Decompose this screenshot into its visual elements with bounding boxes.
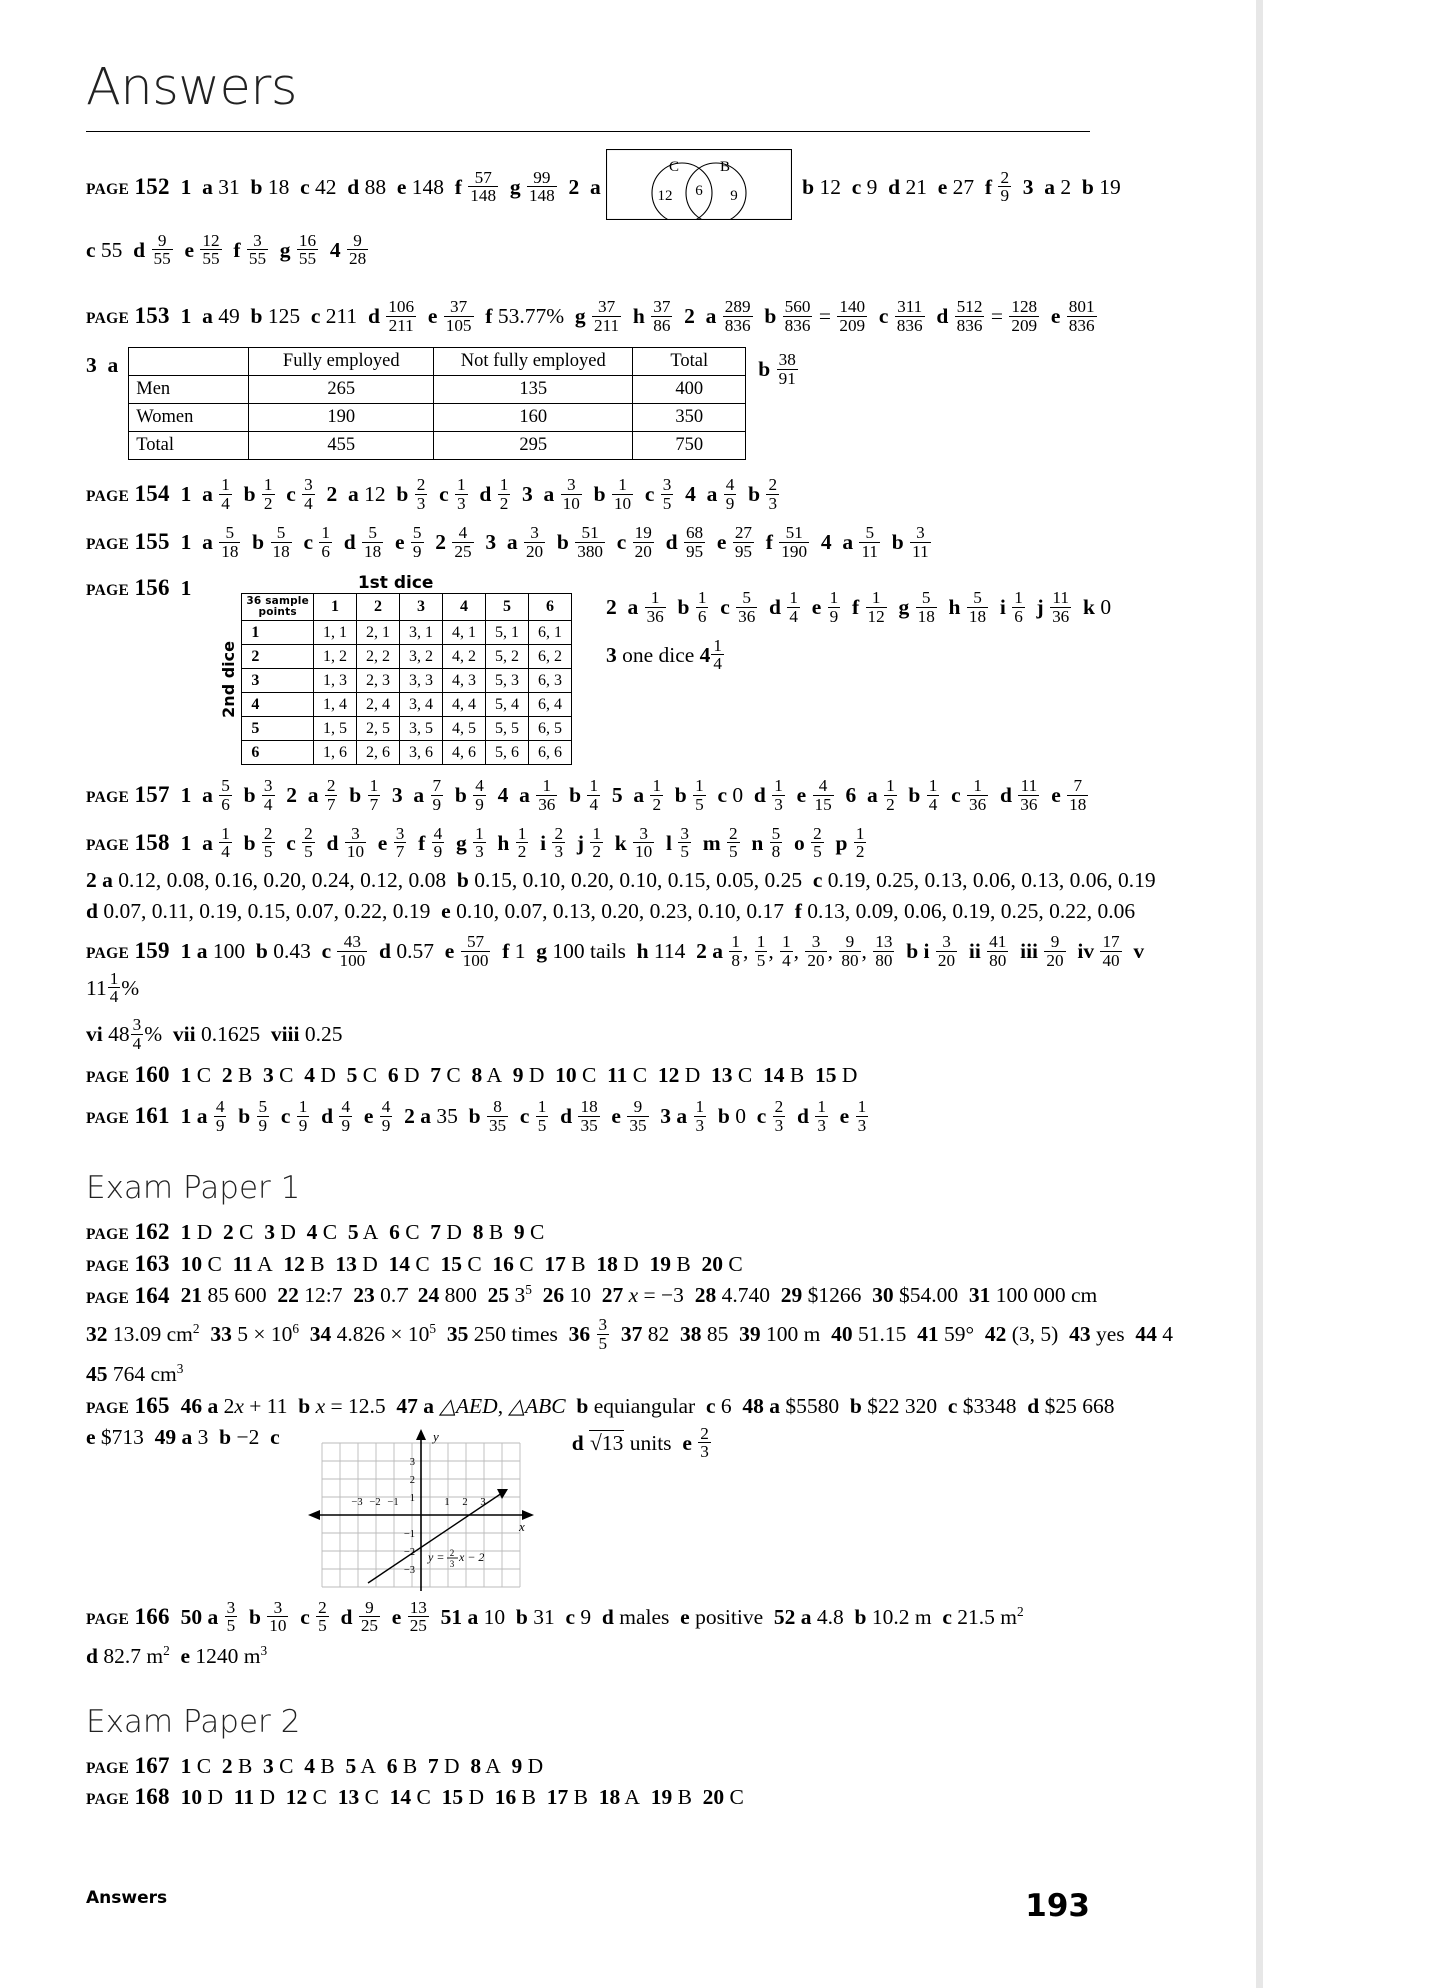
dice-corner-label: 36 sample points (242, 594, 314, 621)
answer-line-159b: vi 48 $\frac{3}{4}$ % vii 0.1625 viii 0.25 (86, 1015, 343, 1053)
dice-cell: 5, 5 (485, 717, 528, 741)
cell-value: 400 (633, 376, 746, 404)
cell-value: 750 (633, 432, 746, 460)
page-label-166: PAGE 166 (86, 1603, 170, 1629)
x-tick-3: 3 (480, 1496, 486, 1508)
page-label-154: PAGE 154 (86, 481, 170, 507)
dice-cell: 5, 1 (485, 621, 528, 645)
dice-cell: 3, 3 (399, 669, 442, 693)
answer-block-158: PAGE 158 1 a $\frac{1}{4}$ b $\frac{2}{5}$ c $\frac{2}{5}$ d $\frac{3}{10}$ e $\frac{3}{7}$ f $\frac{4}{9}$ g $\frac{1}{3}$ h $\frac{1}{2}$ i $\frac{2}{3}$ j $\frac{1}{2}$ k $\frac{3}{10}$ l $\frac{3}{5}$ m $\frac{2}{5}$ n $\frac{5}{8}$ o $\frac{2}{5}$ p $\frac{1}{2}$ (86, 823, 865, 862)
dice-row-head: 3 (242, 669, 314, 693)
page-label-168: PAGE 168 (86, 1784, 170, 1810)
answer-block-165: PAGE 165 46 a 2x + 11 b x = 12.5 47 a △AED, △ABC b equiangular c 6 48 a $5580 b $22 320 c $3348 d $25 668 (86, 1393, 1115, 1419)
employment-table-row: 3 a Fully employed Not fully employed Total Men 265 135 400 Women 190 160 350 Total 455 295 750 b $\frac{38}{91}$ (86, 347, 1176, 460)
page-content (86, 0, 1176, 1809)
dice-row-head: 5 (242, 717, 314, 741)
dice-cell: 4, 4 (442, 693, 485, 717)
dice-cell: 6, 3 (528, 669, 571, 693)
x-tick-2: 2 (462, 1496, 468, 1508)
svg-text:x − 2: x − 2 (458, 1549, 485, 1564)
dice-cell: 5, 2 (485, 645, 528, 669)
dice-cell: 3, 4 (399, 693, 442, 717)
svg-text:y =: y = (427, 1549, 445, 1564)
dice-cell: 4, 1 (442, 621, 485, 645)
dice-col-head: 2 (356, 594, 399, 621)
answer-line-164b: 32 13.09 $cm^2$ 33 $5 \times 10^6$ 34 $4.826 \times 10^5$ 35 250 times 36 $\frac{3}{5}$ 37 82 38 85 39 100 m 40 51.15 41 59° 42 (3, 5) 43 yes 44 4 (86, 1315, 1173, 1353)
page-label-159: PAGE 159 (86, 938, 170, 964)
answer-line-152b: c 55 d $\frac{9}{55}$ e $\frac{12}{55}$ f $\frac{3}{55}$ g $\frac{16}{55}$ 4 $\frac{9}{28}$ (86, 230, 367, 269)
graph-row: e $713 49 a 3 b −2 c y x −3 −2 −1 1 2 3 3 2 1 −1 −2 −3 y = 2 3 x − 2 d √13 units e $\frac{2}{3}$ (86, 1425, 1176, 1593)
cell-value: 350 (633, 404, 746, 432)
dice-cell: 4, 3 (442, 669, 485, 693)
svg-text:2: 2 (449, 1547, 454, 1558)
svg-text:3: 3 (449, 1558, 454, 1569)
answer-block-163: PAGE 163 10 C 11 A 12 B 13 D 14 C 15 C 16 C 17 B 18 D 19 B 20 C (86, 1250, 743, 1276)
answer-block-167: PAGE 167 1 C 2 B 3 C 4 B 5 A 6 B 7 D 8 A 9 D (86, 1752, 544, 1778)
dice-row-head: 6 (242, 741, 314, 765)
y-tick-3: 3 (409, 1456, 415, 1468)
page-label-158: PAGE 158 (86, 829, 170, 855)
page-label-157: PAGE 157 (86, 782, 170, 808)
dice-cell: 4, 2 (442, 645, 485, 669)
answer-block-166: PAGE 166 50 a $\frac{3}{5}$ b $\frac{3}{10}$ c $\frac{2}{5}$ d $\frac{9}{25}$ e $\frac{13}{25}$ 51 a 10 b 31 c 9 d males e positive 52 a 4.8 b 10.2 m c 21.5 $m^2$ (86, 1597, 1024, 1636)
venn-label-left: C (669, 159, 680, 175)
page-label-155: PAGE 155 (86, 528, 170, 554)
dice-row (242, 669, 572, 693)
page-label-153: PAGE 153 (86, 302, 170, 328)
dice-cell: 6, 4 (528, 693, 571, 717)
cell-row-label: Total (129, 432, 249, 460)
dice-col-head: 1 (313, 594, 356, 621)
dice-cell: 1, 5 (313, 717, 356, 741)
dice-cell: 3, 2 (399, 645, 442, 669)
venn-label-right: B (720, 159, 731, 175)
page-label-156: PAGE 156 (86, 575, 170, 601)
dice-top-label: 1st dice (357, 573, 434, 594)
footer-page-number: 193 (1025, 1888, 1090, 1924)
table-row (129, 376, 746, 404)
answer-block-162: PAGE 162 1 D 2 C 3 D 4 C 5 A 6 C 7 D 8 B 9 C (86, 1219, 545, 1245)
dice-cell: 2, 5 (356, 717, 399, 741)
answer-line-156a: 2 a $\frac{1}{36}$ b $\frac{1}{6}$ c $\frac{5}{36}$ d $\frac{1}{4}$ e $\frac{1}{9}$ f $\frac{1}{12}$ g $\frac{5}{18}$ h $\frac{5}{18}$ i $\frac{1}{6}$ j $\frac{11}{36}$ k 0 (605, 588, 1112, 626)
dice-cell: 2, 6 (356, 741, 399, 765)
th-not-fully-employed: Not fully employed (434, 348, 633, 376)
y-tick--3: −3 (403, 1564, 415, 1576)
cell-row-label: Men (129, 376, 249, 404)
venn-left-only: 12 (657, 188, 673, 204)
dice-col-head: 6 (528, 594, 571, 621)
answer-block-156: PAGE 156 1 1st dice 2nd dice 36 sample points 1 2 3 4 5 6 1 1, 1 2, 1 3, 1 4, 1 5, 1 6, 1 2 1, 2 2, 2 3, 2 4, 2 5, 2 6, 2 3 1, 3 2, 3 3, 3 4, 3 5, 3 6, 3 4 1, 4 2, 4 3, 4 4, 4 5, 4 6, 4 5 1, 5 2, 5 3, 5 4, 5 5, 5 6, 5 6 1, 6 2, 6 3, 6 4, 6 5, 6 6, 6 2 a $\frac{1}{36}$ b $\frac{1}{6}$ c $\frac{5}{36}$ d $\frac{1}{4}$ e $\frac{1}{9}$ f $\frac{1}{12}$ g $\frac{5}{18}$ h $\frac{5}{18}$ i $\frac{1}{6}$ j $\frac{11}{36}$ k 0 3 one dice 4 $\frac{1}{4}$ (86, 573, 1176, 765)
cell-row-label: Women (129, 404, 249, 432)
dice-side-label: 2nd dice (219, 640, 239, 718)
dice-cell: 4, 6 (442, 741, 485, 765)
answer-block-155: PAGE 155 1 a $\frac{5}{18}$ b $\frac{5}{18}$ c $\frac{1}{6}$ d $\frac{5}{18}$ e $\frac{5}{9}$ 2 $\frac{4}{25}$ 3 a $\frac{3}{20}$ b $\frac{51}{380}$ c $\frac{19}{20}$ d $\frac{68}{95}$ e $\frac{27}{95}$ f $\frac{51}{190}$ 4 a $\frac{5}{11}$ b $\frac{3}{11}$ (86, 522, 929, 561)
answer-block-160: PAGE 160 1 C 2 B 3 C 4 D 5 C 6 D 7 C 8 A 9 D 10 C 11 C 12 D 13 C 14 B 15 D (86, 1062, 858, 1088)
dice-cell: 2, 1 (356, 621, 399, 645)
dice-cell: 1, 1 (313, 621, 356, 645)
cell-value: 190 (249, 404, 434, 432)
dice-col-head: 5 (485, 594, 528, 621)
footer-section-label: Answers (86, 1888, 168, 1908)
dice-cell: 2, 2 (356, 645, 399, 669)
cell-value: 135 (434, 376, 633, 404)
dice-row-head: 1 (242, 621, 314, 645)
page-label-152: PAGE 152 (86, 173, 170, 199)
page-label-164: PAGE 164 (86, 1282, 170, 1308)
dice-row (242, 717, 572, 741)
y-tick-2: 2 (409, 1474, 415, 1486)
y-tick-1: 1 (409, 1492, 415, 1504)
x-tick--3: −3 (351, 1496, 363, 1508)
dice-cell: 1, 6 (313, 741, 356, 765)
answer-block-152: PAGE 152 1 a 31 b 18 c 42 d 88 e 148 f $\frac{57}{148}$ g $\frac{99}{148}$ 2 a C B 12 6 9 b 12 c 9 d 21 e 27 f $\frac{2}{9}$ 3 a 2 b 19 c 55 d $\frac{9}{55}$ e $\frac{12}{55}$ f $\frac{3}{55}$ g $\frac{16}{55}$ 4 $\frac{9}{28}$ (86, 149, 1176, 268)
x-tick--1: −1 (387, 1496, 399, 1508)
dice-cell: 1, 2 (313, 645, 356, 669)
dice-row (242, 621, 572, 645)
cell-value: 295 (434, 432, 633, 460)
dice-col-head: 3 (399, 594, 442, 621)
y-tick--2: −2 (403, 1546, 415, 1558)
page-footer (86, 1888, 1090, 1924)
venn-overlap: 6 (695, 183, 703, 199)
venn-right-only: 9 (730, 188, 738, 204)
dice-cell: 1, 3 (313, 669, 356, 693)
page-title: Answers (86, 58, 297, 117)
page-label-162: PAGE 162 (86, 1219, 170, 1245)
page-label-163: PAGE 163 (86, 1250, 170, 1276)
dice-col-head: 4 (442, 594, 485, 621)
cell-value: 265 (249, 376, 434, 404)
dice-cell: 3, 5 (399, 717, 442, 741)
table-header-row (129, 348, 746, 376)
section-heading-exam-paper-1: Exam Paper 1 (86, 1170, 301, 1207)
answer-line-158-2: 2 a 0.12, 0.08, 0.16, 0.20, 0.24, 0.12, 0.08 b 0.15, 0.10, 0.20, 0.10, 0.15, 0.05, 0.25 c 0.19, 0.25, 0.13, 0.06, 0.13, 0.06, 0.19 (86, 868, 1156, 893)
graph-y-label: y (432, 1428, 439, 1444)
page-label-160: PAGE 160 (86, 1062, 170, 1088)
dice-cell: 6, 1 (528, 621, 571, 645)
dice-row-head: 2 (242, 645, 314, 669)
answer-line-158-3: d 0.07, 0.11, 0.19, 0.15, 0.07, 0.22, 0.19 e 0.10, 0.07, 0.13, 0.20, 0.23, 0.10, 0.17 f 0.13, 0.09, 0.06, 0.19, 0.25, 0.22, 0.06 (86, 898, 1136, 923)
answer-block-157: PAGE 157 1 a $\frac{5}{6}$ b $\frac{3}{4}$ 2 a $\frac{2}{7}$ b $\frac{1}{7}$ 3 a $\frac{7}{9}$ b $\frac{4}{9}$ 4 a $\frac{1}{36}$ b $\frac{1}{4}$ 5 a $\frac{1}{2}$ b $\frac{1}{5}$ c 0 d $\frac{1}{3}$ e $\frac{4}{15}$ 6 a $\frac{1}{2}$ b $\frac{1}{4}$ c $\frac{1}{36}$ d $\frac{11}{36}$ e $\frac{7}{18}$ (86, 776, 1087, 814)
answer-line-156b: 3 one dice 4 $\frac{1}{4}$ (605, 635, 723, 674)
page-edge-shadow (1256, 0, 1445, 1988)
dice-cell: 3, 6 (399, 741, 442, 765)
answer-block-168: PAGE 168 10 D 11 D 12 C 13 C 14 C 15 D 16 B 17 B 18 A 19 B 20 C (86, 1784, 744, 1810)
section-heading-exam-paper-2: Exam Paper 2 (86, 1703, 301, 1740)
graph-x-label: x (518, 1518, 525, 1534)
dice-sample-space-table (241, 593, 572, 765)
dice-row (242, 645, 572, 669)
answer-block-159: PAGE 159 1 a 100 b 0.43 c $\frac{43}{100}$ d 0.57 e $\frac{57}{100}$ f 1 g 100 tails h 114 2 a $\frac{1}{8}$ , $\frac{1}{5}$ , $\frac{1}{4}$ , $\frac{3}{20}$ , $\frac{9}{80}$ , $\frac{13}{80}$ b i $\frac{3}{20}$ ii $\frac{41}{80}$ iii $\frac{9}{20}$ iv $\frac{17}{40}$ v 11 $\frac{1}{4}$ % (86, 932, 1145, 1007)
cell-value: 455 (249, 432, 434, 460)
dice-cell: 1, 4 (313, 693, 356, 717)
x-tick-1: 1 (444, 1496, 450, 1508)
cell-value: 160 (434, 404, 633, 432)
dice-header-row (242, 594, 572, 621)
dice-row-head: 4 (242, 693, 314, 717)
table-row (129, 432, 746, 460)
answer-block-161: PAGE 161 1 a $\frac{4}{9}$ b $\frac{5}{9}$ c $\frac{1}{9}$ d $\frac{4}{9}$ e $\frac{4}{9}$ 2 a 35 b $\frac{8}{35}$ c $\frac{1}{5}$ d $\frac{18}{35}$ e $\frac{9}{35}$ 3 a $\frac{1}{3}$ b 0 c $\frac{2}{3}$ d $\frac{1}{3}$ e $\frac{1}{3}$ (86, 1096, 867, 1135)
page-label-167: PAGE 167 (86, 1752, 170, 1778)
table-row (129, 404, 746, 432)
dice-cell: 6, 6 (528, 741, 571, 765)
dice-cell: 2, 3 (356, 669, 399, 693)
answer-line-166b: d 82.7 $m^2$ e 1240 $m^3$ (86, 1643, 268, 1669)
dice-cell: 5, 3 (485, 669, 528, 693)
dice-cell: 5, 6 (485, 741, 528, 765)
dice-cell: 6, 2 (528, 645, 571, 669)
y-tick--1: −1 (403, 1528, 415, 1540)
answer-block-164: PAGE 164 21 85 600 22 12:7 23 0.7̇ 24 800 25 $3^5$ 26 10 27 x = −3 28 4.740 29 $1266 30 $54.00 31 100 000 cm (86, 1282, 1098, 1308)
answer-line-164c: 45 764 $cm^3$ (86, 1360, 184, 1386)
venn-diagram (606, 149, 792, 220)
page-label-161: PAGE 161 (86, 1102, 170, 1128)
coordinate-graph (306, 1425, 536, 1593)
th-blank (129, 348, 249, 376)
answer-block-154: PAGE 154 1 a $\frac{1}{4}$ b $\frac{1}{2}$ c $\frac{3}{4}$ 2 a 12 b $\frac{2}{3}$ c $\frac{1}{3}$ d $\frac{1}{2}$ 3 a $\frac{3}{10}$ b $\frac{1}{10}$ c $\frac{3}{5}$ 4 a $\frac{4}{9}$ b $\frac{2}{3}$ (86, 475, 778, 514)
dice-cell: 2, 4 (356, 693, 399, 717)
dice-cell: 3, 1 (399, 621, 442, 645)
dice-cell: 6, 5 (528, 717, 571, 741)
th-fully-employed: Fully employed (249, 348, 434, 376)
dice-cell: 4, 5 (442, 717, 485, 741)
answer-block-153: PAGE 153 1 a 49 b 125 c 211 d $\frac{106}{211}$ e $\frac{37}{105}$ f 53.77% g $\frac{37}{211}$ h $\frac{37}{86}$ 2 a $\frac{289}{836}$ b $\frac{560}{836}$ = $\frac{140}{209}$ c $\frac{311}{836}$ d $\frac{512}{836}$ = $\frac{128}{209}$ e $\frac{801}{836}$ (86, 296, 1095, 335)
employment-table (128, 347, 746, 460)
x-tick--2: −2 (369, 1496, 381, 1508)
dice-cell: 5, 4 (485, 693, 528, 717)
dice-row (242, 693, 572, 717)
dice-row (242, 741, 572, 765)
title-rule (86, 131, 1090, 132)
page-label-165: PAGE 165 (86, 1393, 170, 1419)
th-total: Total (633, 348, 746, 376)
